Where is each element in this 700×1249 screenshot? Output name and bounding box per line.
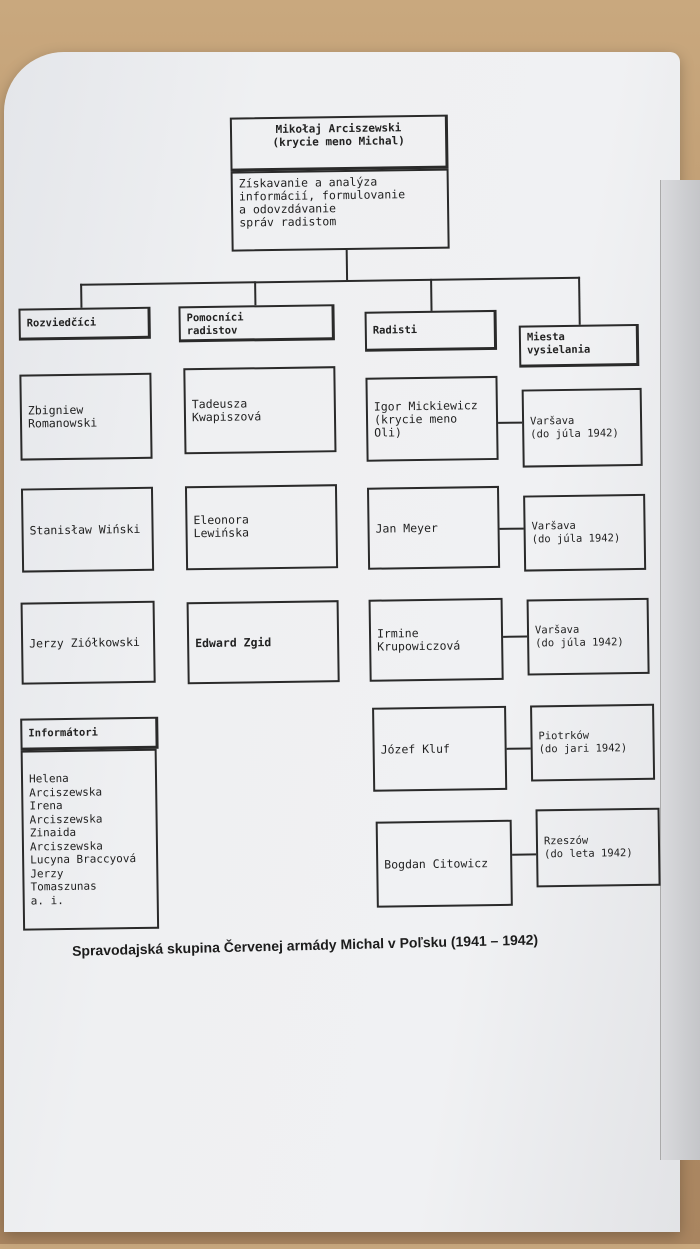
- radista-item: Józef Kluf: [372, 706, 507, 792]
- rozviedcik-item: Zbigniew Romanowski: [19, 373, 152, 461]
- branch-connector: [80, 277, 580, 286]
- rozviedcik-item: Jerzy Ziółkowski: [21, 601, 156, 685]
- location-item: Varšava (do júla 1942): [522, 388, 643, 468]
- root-connector: [346, 250, 348, 280]
- header-pomocnici: Pomocníci radistov: [178, 304, 334, 342]
- header-radisti: Radisti: [365, 310, 498, 352]
- figure-caption: Spravodajská skupina Červenej armády Michal v Poľsku (1941 – 1942): [71, 931, 539, 959]
- location-item: Varšava (do júla 1942): [527, 598, 650, 676]
- radista-item: Igor Mickiewicz (krycie meno Oli): [365, 376, 498, 462]
- radista-location-connector: [503, 636, 527, 638]
- pomocnik-item: Edward Zgid: [187, 600, 340, 684]
- radista-location-connector: [512, 853, 536, 855]
- location-item: Piotrków (do jari 1942): [530, 704, 655, 782]
- rozviedcik-item: Stanisław Wiński: [21, 487, 154, 573]
- radista-item: Bogdan Citowicz: [376, 820, 513, 908]
- col4-connector: [578, 277, 581, 325]
- pomocnik-item: Tadeusza Kwapiszová: [183, 366, 336, 454]
- location-item: Varšava (do júla 1942): [523, 494, 646, 572]
- radista-location-connector: [500, 528, 524, 530]
- col2-connector: [254, 281, 256, 305]
- root-name-box: Mikołaj Arciszewski (krycie meno Michal): [230, 115, 449, 172]
- col3-connector: [430, 279, 432, 311]
- location-item: Rzeszów (do leta 1942): [536, 808, 661, 888]
- header-informatori: Informátori: [20, 717, 158, 751]
- radista-location-connector: [507, 747, 531, 749]
- informants-list: Helena Arciszewska Irena Arciszewska Zinaida Arciszewska Lucyna Braccyová Jerzy Tomaszunas a. i.: [21, 749, 159, 931]
- header-rozviedcici: Rozviedčíci: [18, 307, 150, 341]
- radista-item: Irmine Krupowiczová: [369, 598, 504, 682]
- radista-location-connector: [498, 422, 522, 424]
- pomocnik-item: Eleonora Lewińska: [185, 484, 338, 570]
- col1-connector: [80, 284, 82, 308]
- root-description-box: Získavanie a analýza informácií, formulovanie a odovzdávanie správ radistom: [231, 169, 450, 252]
- header-miesta: Miesta vysielania: [519, 324, 640, 368]
- radista-item: Jan Meyer: [367, 486, 500, 570]
